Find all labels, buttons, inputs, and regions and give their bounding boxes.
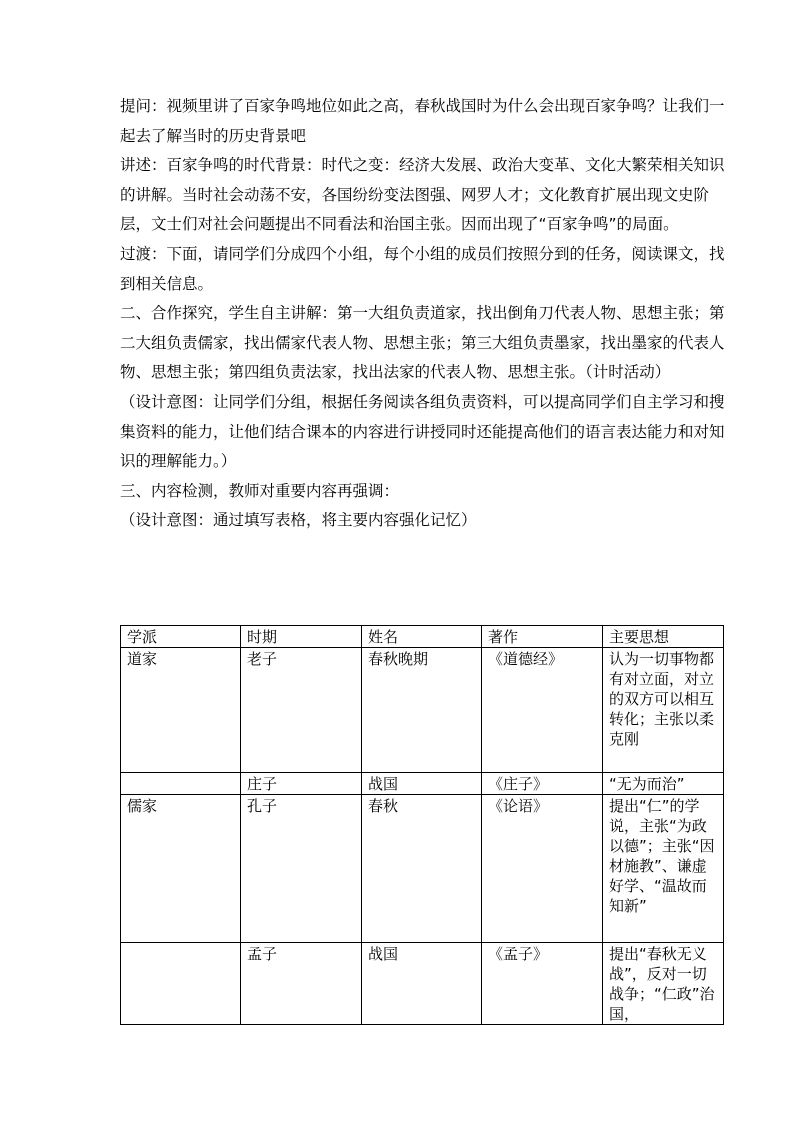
header-main-thought: 主要思想 bbox=[603, 626, 724, 648]
cell-name: 春秋晚期 bbox=[362, 648, 482, 773]
cell-school: 道家 bbox=[121, 648, 241, 773]
cell-main-thought: 认为一切事物都有对立面，对立的双方可以相互转化；主张以柔克刚 bbox=[603, 648, 724, 773]
cell-works: 《孟子》 bbox=[482, 943, 603, 1025]
cell-main-thought: “无为而治” bbox=[603, 773, 724, 795]
cell-school bbox=[121, 773, 241, 795]
cell-main-thought: 提出“仁”的学说，主张“为政以德”；主张“因材施教”、谦虚好学、“温故而知新” bbox=[603, 795, 724, 943]
paragraph-cooperative-inquiry: 二、合作探究，学生自主讲解：第一大组负责道家，找出倒角刀代表人物、思想主张；第二大组负责儒家，找出儒家代表人物、思想主张；第三大组负责墨家，找出墨家的代表人物、思想主张；第四组负责法家，找出法家的代表人物、思想主张。（计时活动） bbox=[120, 304, 725, 382]
paragraph-content-check: 三、内容检测，教师对重要内容再强调： bbox=[120, 481, 400, 500]
schools-table bbox=[120, 625, 724, 1025]
table-row bbox=[121, 648, 724, 773]
cell-school: 儒家 bbox=[121, 795, 241, 943]
header-name: 姓名 bbox=[362, 626, 482, 648]
cell-period: 庄子 bbox=[241, 773, 362, 795]
cell-name: 战国 bbox=[362, 943, 482, 1025]
cell-period: 孟子 bbox=[241, 943, 362, 1025]
cell-period: 老子 bbox=[241, 648, 362, 773]
paragraph-design-intent-1: （设计意图：让同学们分组，根据任务阅读各组负责资料，可以提高同学们自主学习和搜集资料的能力，让他们结合课本的内容进行讲授同时还能提高他们的语言表达能力和对知识的理解能力。） bbox=[120, 392, 725, 471]
paragraph-question: 提问：视频里讲了百家争鸣地位如此之高，春秋战国时为什么会出现百家争鸣？让我们一起去了解当时的历史背景吧 bbox=[120, 97, 725, 145]
cell-works: 《论语》 bbox=[482, 795, 603, 943]
cell-works: 《道德经》 bbox=[482, 648, 603, 773]
table-row bbox=[121, 795, 724, 943]
cell-main-thought: 提出“春秋无义战”，反对一切战争；“仁政”治国， bbox=[603, 943, 724, 1025]
document-body bbox=[120, 92, 726, 536]
header-works: 著作 bbox=[482, 626, 603, 648]
paragraph-transition: 过渡：下面，请同学们分成四个小组，每个小组的成员们按照分到的任务，阅读课文，找到相关信息。 bbox=[120, 244, 725, 293]
header-school: 学派 bbox=[121, 626, 241, 648]
cell-works: 《庄子》 bbox=[482, 773, 603, 795]
cell-name: 春秋 bbox=[362, 795, 482, 943]
cell-school bbox=[121, 943, 241, 1025]
table-row bbox=[121, 943, 724, 1025]
paragraph-design-intent-2: （设计意图：通过填写表格，将主要内容强化记忆） bbox=[120, 511, 477, 530]
table-row bbox=[121, 773, 724, 795]
table-header-row bbox=[121, 626, 724, 648]
cell-name: 战国 bbox=[362, 773, 482, 795]
cell-period: 孔子 bbox=[241, 795, 362, 943]
paragraph-narration: 讲述：百家争鸣的时代背景：时代之变：经济大发展、政治大变革、文化大繁荣相关知识的讲解。当时社会动荡不安，各国纷纷变法图强、网罗人才；文化教育扩展出现文史阶层，文士们对社会问题提出不同看法和治国主张。因而出现了“百家争鸣”的局面。 bbox=[120, 156, 725, 234]
header-period: 时期 bbox=[241, 626, 362, 648]
